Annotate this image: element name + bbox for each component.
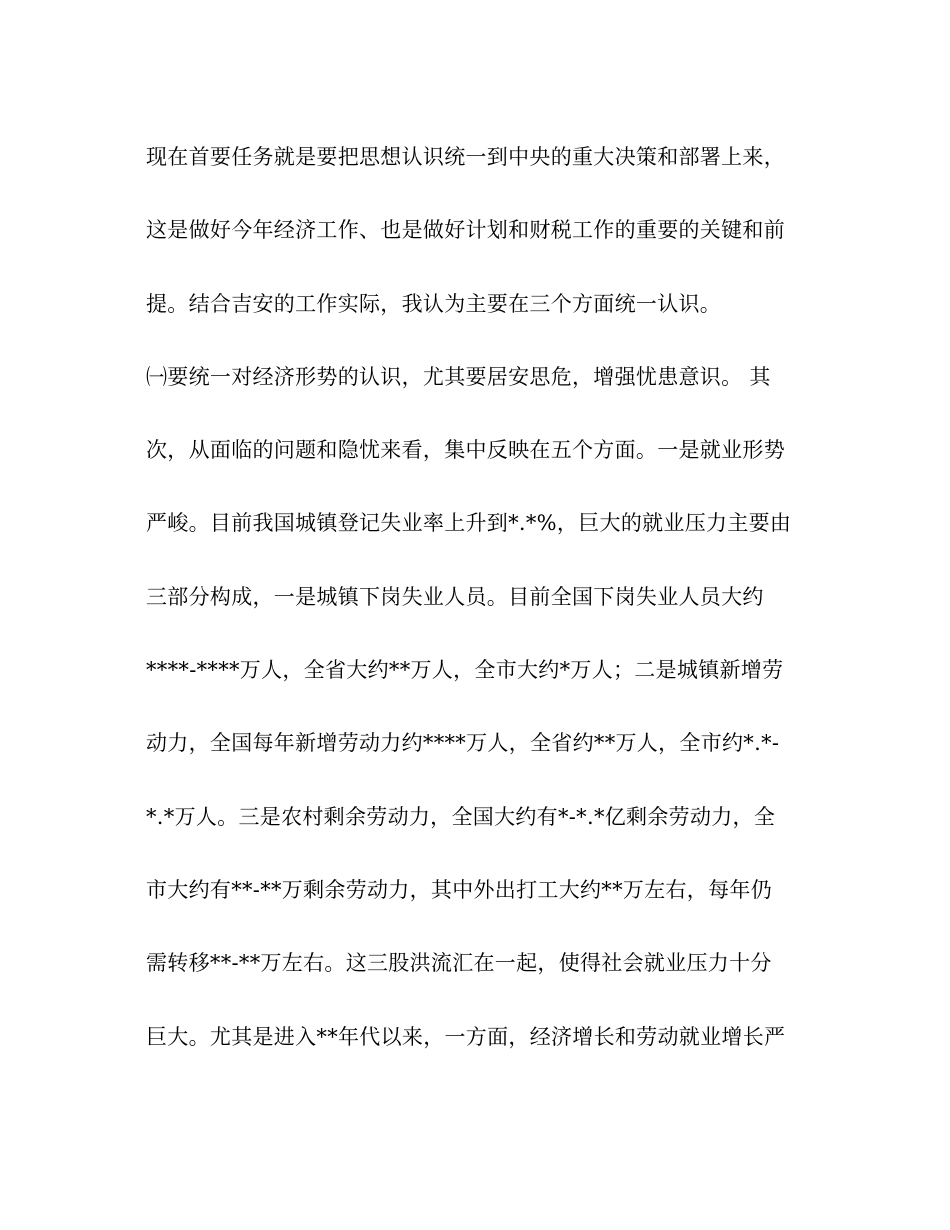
text-line-2: 这是做好今年经济工作、也是做好计划和财税工作的重要的关键和前 bbox=[146, 218, 785, 243]
text-line-12: 需转移**-**万左右。这三股洪流汇在一起，使得社会就业压力十分 bbox=[146, 951, 772, 976]
text-line-10: *.*万人。三是农村剩余劳动力，全国大约有*-*.*亿剩余劳动力，全 bbox=[146, 804, 776, 829]
text-line-1: 现在首要任务就是要把思想认识统一到中央的重大决策和部署上来， bbox=[146, 145, 785, 169]
text-line-8: ****-****万人，全省大约**万人，全市大约*万人；二是城镇新增劳 bbox=[146, 658, 784, 683]
text-line-5: 次，从面临的问题和隐忧来看，集中反映在五个方面。一是就业形势 bbox=[146, 438, 785, 463]
text-line-7: 三部分构成，一是城镇下岗失业人员。目前全国下岗失业人员大约 bbox=[146, 584, 764, 609]
text-line-3: 提。结合吉安的工作实际，我认为主要在三个方面统一认识。 bbox=[146, 291, 722, 316]
text-line-9: 动力，全国每年新增劳动力约****万人，全省约**万人，全市约*.*- bbox=[146, 731, 780, 756]
body-text bbox=[146, 133, 806, 1086]
text-line-13: 巨大。尤其是进入**年代以来，一方面，经济增长和劳动就业增长严 bbox=[146, 1024, 786, 1049]
text-line-6: 严峻。目前我国城镇登记失业率上升到*.*%，巨大的就业压力主要由 bbox=[146, 511, 792, 536]
text-line-4: ㈠要统一对经济形势的认识，尤其要居安思危，增强忧患意识。 其 bbox=[146, 364, 771, 389]
text-line-11: 市大约有**-**万剩余劳动力，其中外出打工大约**万左右，每年仍 bbox=[146, 877, 772, 902]
